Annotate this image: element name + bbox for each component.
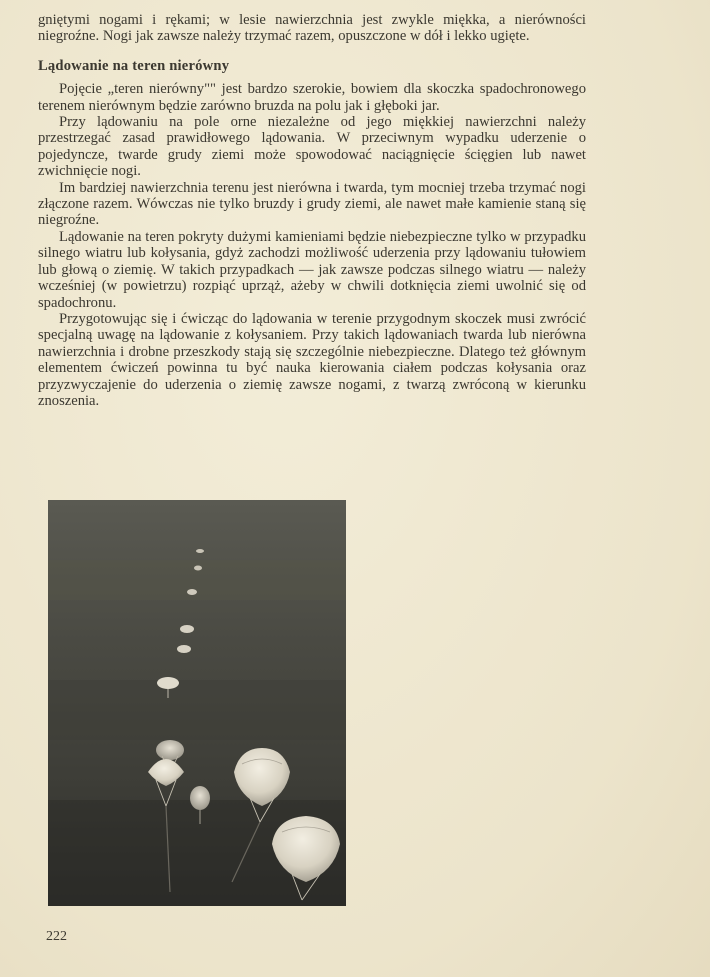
body-text <box>38 12 586 409</box>
paragraph-5: Przygotowując się i ćwicząc do lądowania w terenie przygodnym skoczek musi zwrócić specjalną uwagę na lądowanie z kołysaniem. Przy takich lądowaniach twarda lub nierówna nawierzchnia i drobne przeszkody stają się szczególnie niebezpieczne. Dlatego też głównym elementem ćwiczeń powinna tu być nauka kierowania ciałem podczas kołysania oraz przyzwyczajenie do uderzenia o ziemię zawsze nogami, z twarzą zwróconą w kierunku znoszenia. <box>38 310 586 409</box>
section-heading: Lądowanie na teren nierówny <box>38 57 230 74</box>
parachutists-photo <box>48 500 346 906</box>
paragraph-2: Przy lądowaniu na pole orne niezależne od jego miękkiej nawierzchni należy przestrzegać zasad prawidłowego lądowania. W przeciwnym wypadku uderzenie o pojedyncze, twarde grudy ziemi może spowodować naciągnięcie ścięgien lub nawet zwichnięcie nogi. <box>38 114 586 180</box>
paragraph-1: Pojęcie „teren nierówny"" jest bardzo szerokie, bowiem dla skoczka spadochronowego terenem nierównym będzie zarówno bruzda na polu jak i głęboki jar. <box>38 81 586 114</box>
paragraph-4: Lądowanie na teren pokryty dużymi kamieniami będzie niebezpieczne tylko w przypadku silnego wiatru lub kołysania, gdyż zachodzi możliwość uderzenia przy lądowaniu tułowiem lub głową o ziemię. W takich przypadkach — jak zawsze podczas silnego wiatru — należy wcześniej (w powietrzu) rozpiąć uprząż, ażeby w chwili dotknięcia ziemi uwolnić się od spadochronu. <box>38 228 586 311</box>
paragraph-3: Im bardziej nawierzchnia terenu jest nierówna i twarda, tym mocniej trzeba trzymać nogi złączone razem. Wówczas nie tylko bruzdy i grudy ziemi, ale nawet małe kamienie staną się niegroźne. <box>38 179 586 229</box>
page-number: 222 <box>46 929 67 944</box>
intro-paragraph: gniętymi nogami i rękami; w lesie nawierzchnia jest zwykle miękka, a nierówności niegroźne. Nogi jak zawsze należy trzymać razem, opuszczone w dół i lekko ugięte. <box>38 12 586 45</box>
